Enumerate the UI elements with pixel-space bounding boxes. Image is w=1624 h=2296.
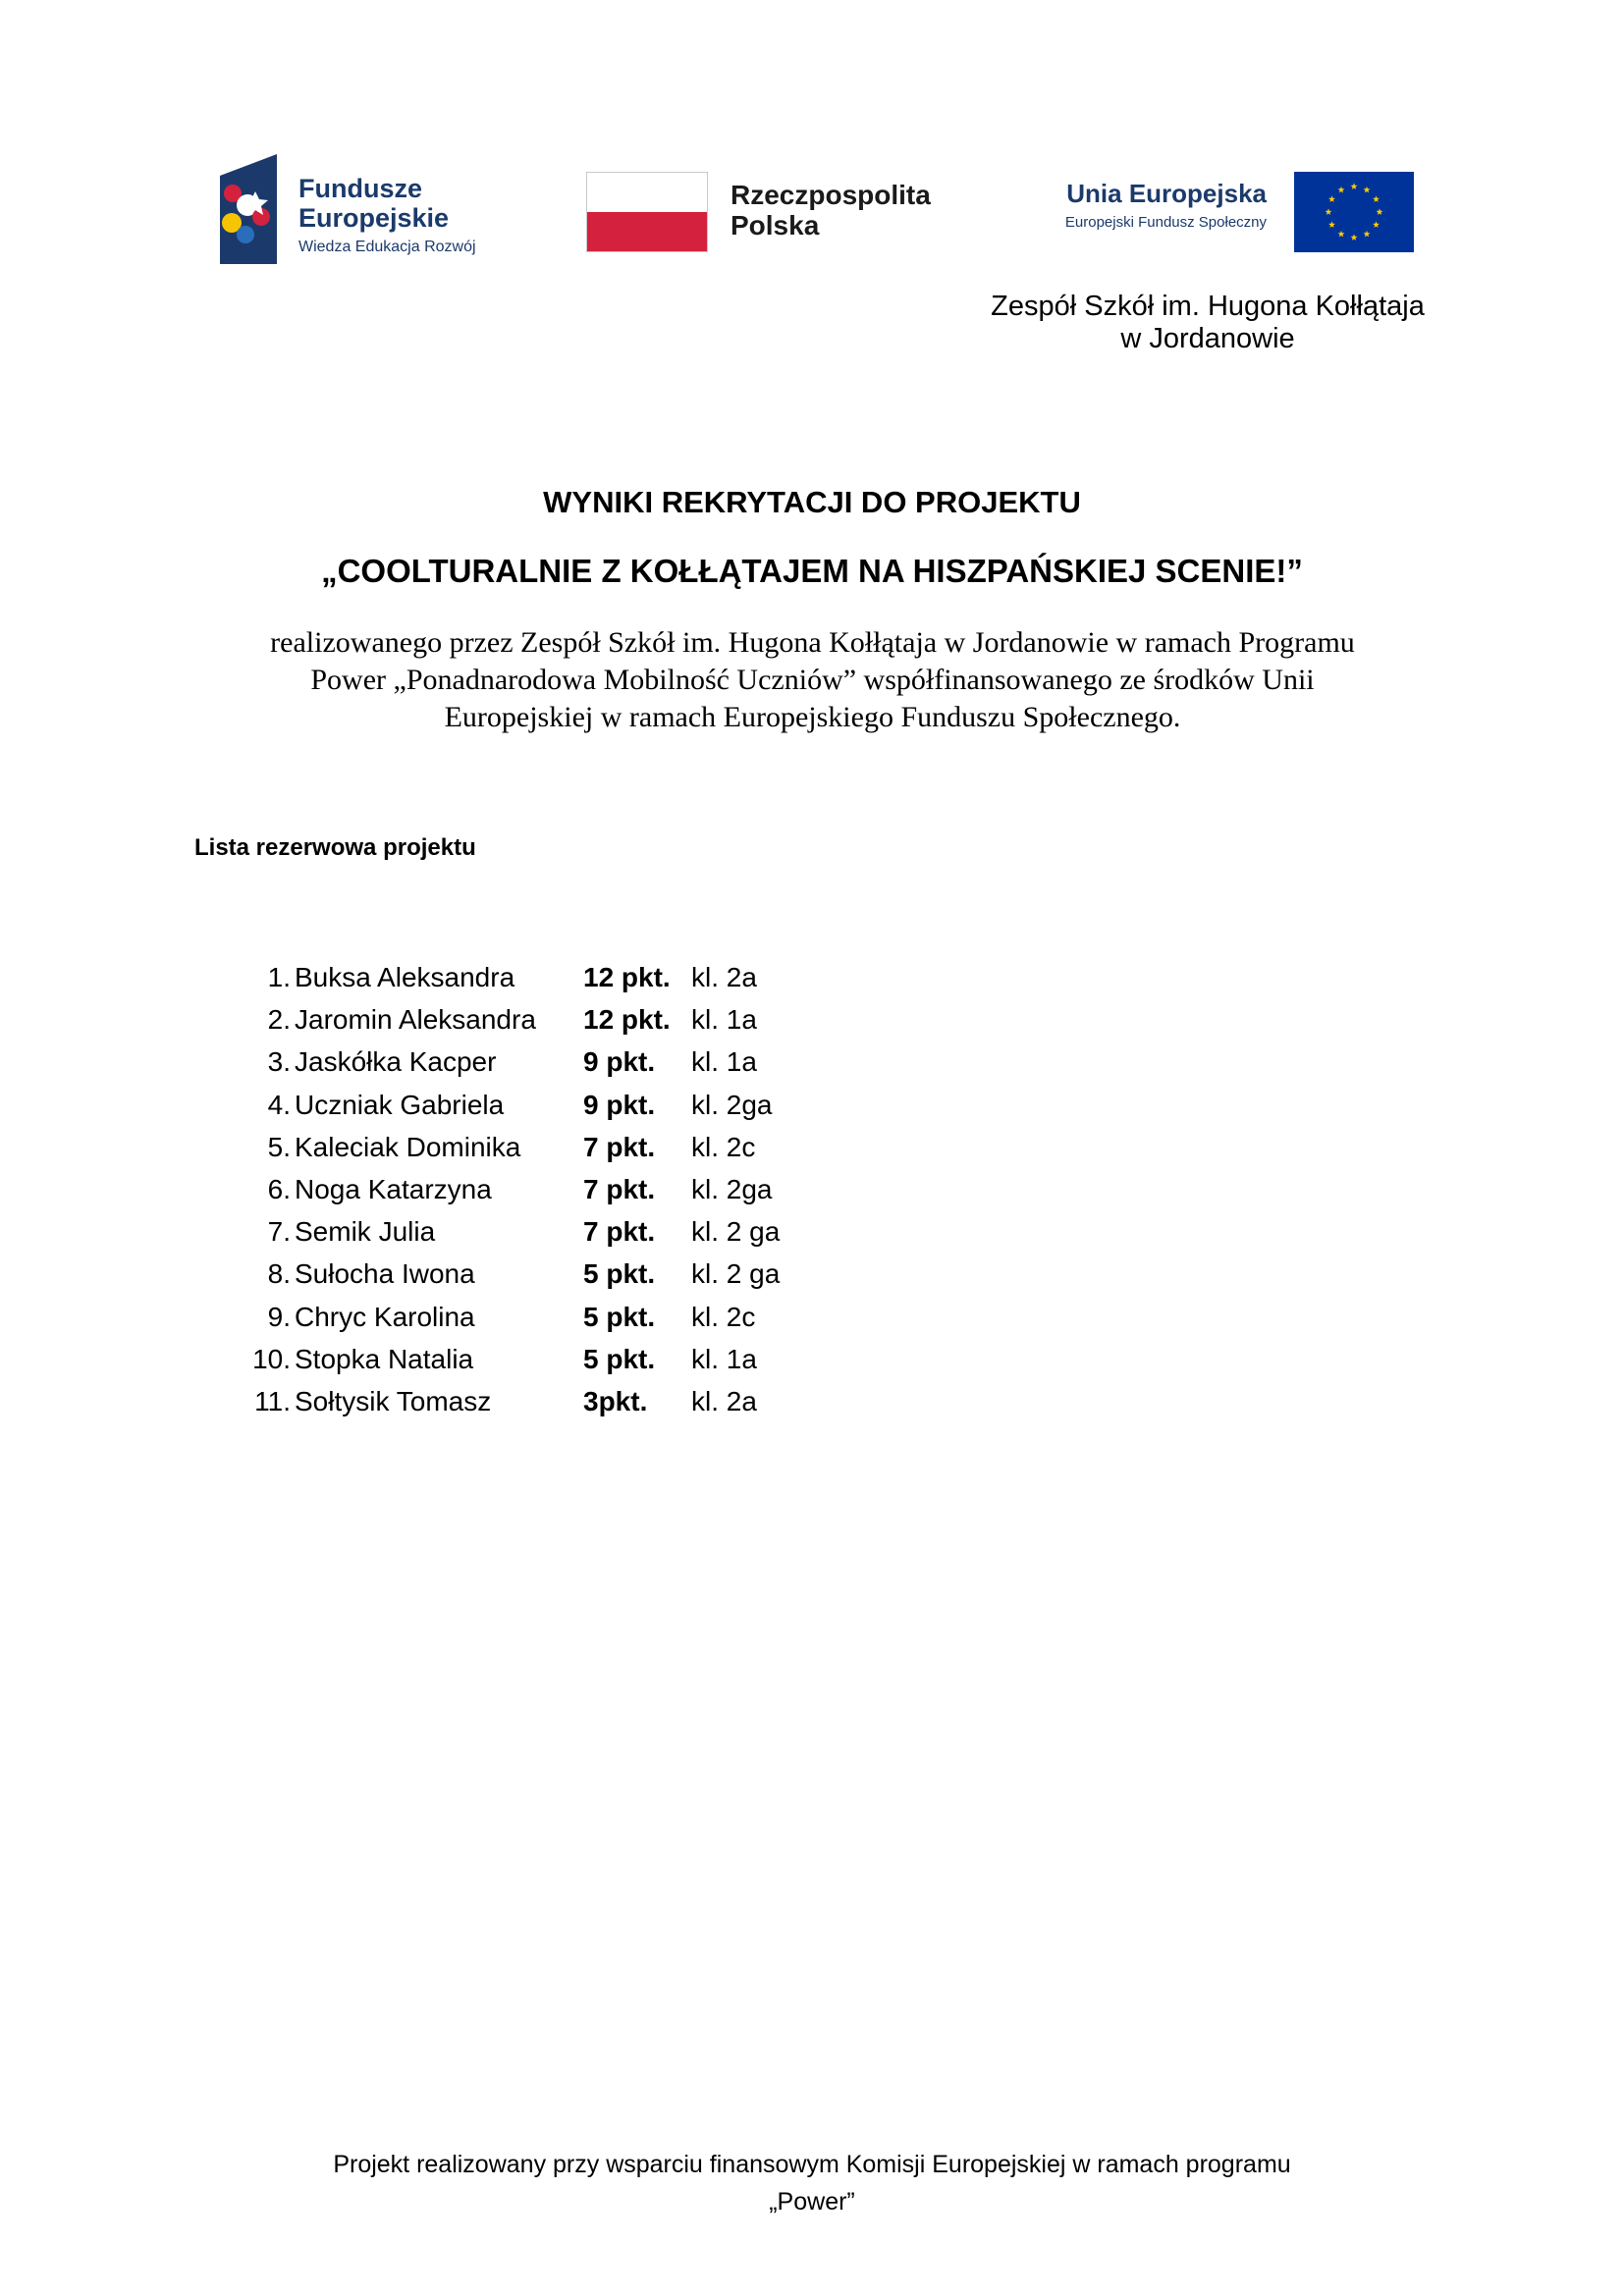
list-item-points: 7 pkt. bbox=[583, 1216, 656, 1248]
list-item-class: kl. 2a bbox=[691, 1385, 757, 1416]
list-item-class: kl. 2c bbox=[691, 1131, 756, 1162]
rzeczpospolita-polska-logo bbox=[586, 172, 959, 254]
school-header bbox=[943, 291, 1473, 355]
list-item-name: Sołtysik Tomasz bbox=[295, 1385, 492, 1416]
list-item-number: 3. bbox=[267, 1046, 291, 1078]
list-item-name: Semik Julia bbox=[295, 1216, 436, 1248]
list-item-number: 7. bbox=[267, 1216, 291, 1248]
list-item-number: 1. bbox=[267, 962, 291, 992]
list-item-name: Buksa Aleksandra bbox=[295, 962, 515, 992]
fundusze-europejskie-wordmark bbox=[298, 174, 476, 259]
list-item-name: Stopka Natalia bbox=[295, 1343, 474, 1374]
ue-line2: Europejski Fundusz Społeczny bbox=[1064, 214, 1267, 231]
list-item-number: 2. bbox=[267, 1004, 291, 1036]
ue-line1: Unia Europejska bbox=[1066, 179, 1267, 208]
list-item-class: kl. 2 ga bbox=[691, 1258, 781, 1290]
description-line-1: realizowanego przez Zespół Szkół im. Hugona Kołłątaja w Jordanowie w ramach Programu bbox=[270, 626, 1355, 659]
footer bbox=[0, 2146, 1624, 2220]
fe-name-line1: Fundusze bbox=[298, 174, 422, 203]
fundusze-europejskie-logo bbox=[220, 154, 514, 264]
list-item-class: kl. 2ga bbox=[691, 1089, 773, 1120]
footer-line-1: Projekt realizowany przy wsparciu finansowym Komisji Europejskiej w ramach programu bbox=[333, 2151, 1291, 2178]
description-line-3: Europejskiej w ramach Europejskiego Funduszu Społecznego. bbox=[444, 701, 1181, 733]
description-line-2: Power „Ponadnarodowa Mobilność Uczniów” współfinansowanego ze środków Unii bbox=[310, 664, 1315, 696]
list-item-points: 5 pkt. bbox=[583, 1301, 656, 1332]
rzeczpospolita-wordmark bbox=[731, 180, 931, 240]
fundusze-europejskie-emblem-icon bbox=[220, 154, 277, 264]
document-title: WYNIKI REKRYTACJI DO PROJEKTU bbox=[543, 485, 1081, 519]
rp-line2: Polska bbox=[731, 210, 820, 240]
list-item-name: Sułocha Iwona bbox=[295, 1258, 475, 1290]
list-item-class: kl. 1a bbox=[691, 1343, 757, 1374]
unia-europejska-logo bbox=[1011, 172, 1414, 254]
list-item-name: Jaromin Aleksandra bbox=[295, 1004, 536, 1036]
eu-flag-icon bbox=[1294, 172, 1414, 252]
list-item-points: 7 pkt. bbox=[583, 1131, 656, 1162]
list-item-number: 5. bbox=[267, 1131, 291, 1162]
list-item-points: 5 pkt. bbox=[583, 1343, 656, 1374]
list-item-class: kl. 2ga bbox=[691, 1173, 773, 1204]
fe-tagline: Wiedza Edukacja Rozwój bbox=[298, 239, 476, 255]
list-item-number: 9. bbox=[267, 1301, 291, 1332]
list-item-class: kl. 2 ga bbox=[691, 1216, 781, 1248]
project-description bbox=[187, 624, 1438, 736]
list-item-number: 6. bbox=[267, 1173, 291, 1204]
school-name: Zespół Szkół im. Hugona Kołłątaja bbox=[991, 291, 1425, 322]
list-item-name: Chryc Karolina bbox=[295, 1301, 475, 1332]
list-item-number: 8. bbox=[267, 1258, 291, 1290]
project-name: „COOLTURALNIE Z KOŁŁĄTAJEM NA HISZPAŃSKIEJ SCENIE!” bbox=[321, 553, 1303, 589]
list-item-class: kl. 1a bbox=[691, 1004, 757, 1036]
list-item-name: Noga Katarzyna bbox=[295, 1173, 492, 1204]
fe-name-line2: Europejskie bbox=[298, 203, 450, 233]
reserve-list-heading: Lista rezerwowa projektu bbox=[194, 834, 476, 861]
list-item-points: 9 pkt. bbox=[583, 1046, 656, 1078]
list-item-points: 5 pkt. bbox=[583, 1258, 656, 1290]
list-item-name: Kaleciak Dominika bbox=[295, 1131, 521, 1162]
list-item-number: 10. bbox=[252, 1343, 291, 1374]
footer-line-2: „Power” bbox=[769, 2188, 855, 2216]
rp-line1: Rzeczpospolita bbox=[731, 180, 931, 210]
list-item-name: Jaskółka Kacper bbox=[295, 1046, 497, 1078]
ue-wordmark bbox=[1065, 178, 1267, 235]
list-item-number: 11. bbox=[254, 1385, 291, 1416]
list-item-points: 12 pkt. bbox=[583, 962, 671, 992]
list-item-points: 9 pkt. bbox=[583, 1089, 656, 1120]
school-location: w Jordanowie bbox=[1120, 323, 1295, 354]
list-item-points: 12 pkt. bbox=[583, 1004, 671, 1036]
list-item-class: kl. 2a bbox=[691, 962, 757, 992]
list-item-class: kl. 1a bbox=[691, 1046, 757, 1078]
list-item-class: kl. 2c bbox=[691, 1301, 756, 1332]
list-item-points: 7 pkt. bbox=[583, 1173, 656, 1204]
list-item-number: 4. bbox=[267, 1089, 291, 1120]
polish-flag-icon bbox=[586, 172, 708, 252]
list-item-points: 3pkt. bbox=[583, 1385, 648, 1416]
list-item-name: Uczniak Gabriela bbox=[295, 1089, 505, 1120]
